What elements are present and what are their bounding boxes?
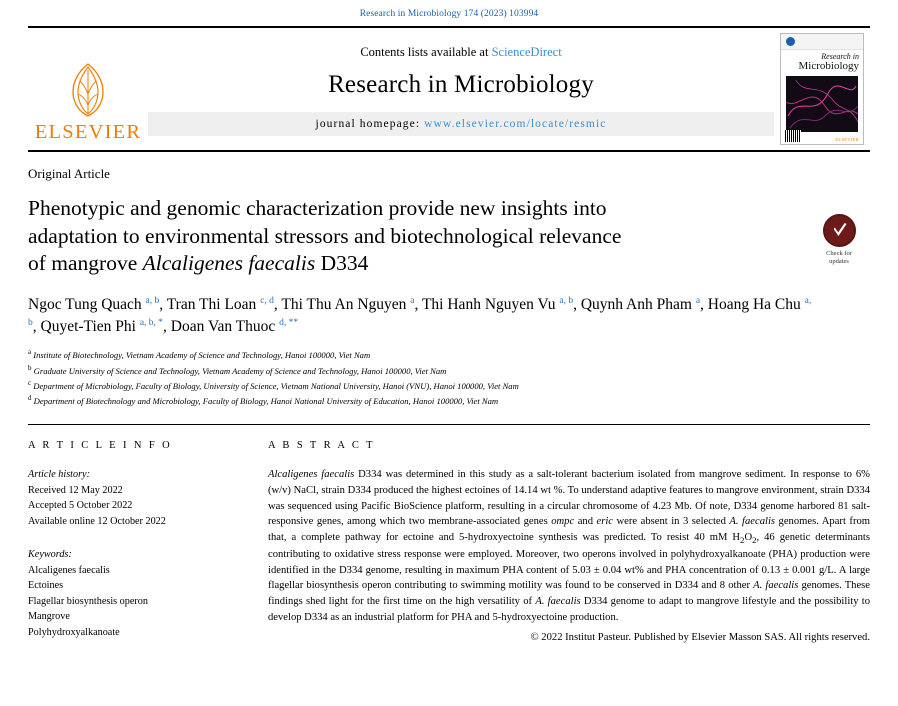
article-history: [28, 467, 246, 529]
author-sep: ,: [700, 295, 708, 313]
journal-info: [148, 28, 774, 150]
cover-artwork: [786, 76, 858, 132]
contents-line: [360, 45, 561, 60]
crossmark-caption-line1: Check for: [826, 250, 852, 257]
author[interactable]: [171, 318, 298, 335]
author-name: Thi Thu An Nguyen: [281, 295, 407, 313]
affiliation-text: Graduate University of Science and Technology, Vietnam Academy of Science and Technology, Hanoi 100000, Viet Nam: [33, 365, 447, 376]
publisher-logo: [28, 28, 148, 150]
article-history-item: Accepted 5 October 2022: [28, 500, 133, 512]
keyword-item: Ectoines: [28, 580, 64, 592]
author-name: Quynh Anh Pham: [580, 295, 692, 313]
title-line-2: adaptation to environmental stressors and biotechnological relevance: [28, 223, 622, 248]
homepage-url[interactable]: www.elsevier.com/locate/resmic: [424, 117, 607, 130]
cover-logo-dot-icon: [786, 37, 795, 46]
author-list: [28, 294, 818, 339]
affiliation-mark: a: [28, 348, 32, 357]
author-affil-marks: d, **: [279, 317, 299, 328]
cover-barcode-icon: [785, 130, 801, 142]
article-title: [28, 195, 768, 278]
sciencedirect-link[interactable]: ScienceDirect: [491, 44, 562, 59]
author-affil-marks: a, b: [28, 295, 812, 328]
cover-artwork-graphic: [786, 76, 858, 132]
article-type: Original Article: [28, 166, 110, 181]
abstract-subscript-1: 2: [740, 534, 745, 545]
cover-publisher-name: ELSEVIER: [835, 137, 859, 142]
cover-title-line1: Research in: [821, 52, 859, 61]
author-name: Ngoc Tung Quach: [28, 295, 142, 313]
author-sep: ,: [573, 295, 581, 313]
title-line-3-post: D334: [315, 251, 369, 276]
keywords: [28, 547, 246, 640]
author-affil-marks: a: [410, 295, 415, 306]
abstract-gene-ompc: ompc: [551, 516, 575, 528]
affiliation-mark: c: [28, 378, 32, 387]
abstract-column: [268, 440, 870, 643]
author[interactable]: [581, 296, 700, 313]
copyright-line: © 2022 Institut Pasteur. Published by Elsevier Masson SAS. All rights reserved.: [530, 632, 870, 644]
journal-cover: [774, 28, 870, 150]
author-name: Tran Thi Loan: [166, 295, 257, 313]
author-sep: ,: [32, 318, 41, 336]
contents-prefix: Contents lists available at: [360, 44, 489, 59]
abstract-subscript-2: 2: [752, 534, 757, 545]
article-history-item: Received 12 May 2022: [28, 484, 123, 496]
abstract-part-1: D334 was determined in this study as a salt-tolerant bacterium isolated from mangrove sediment. In response to 6% (w/v) NaCl, strain D334 produced the highest ectoines of 14.14 wt %. To understand adaptive features to mangrove environment, strain D334 was sequenced using Pacific BioScience platform, resulting in a circular chromosome of 4.23 Mb. Of note, D334 genome harbored 81 salt-responsive genes, among which two membrane-associated genes: [268, 469, 870, 528]
author-affil-marks: a, b, *: [139, 317, 164, 328]
author-affil-marks: a: [695, 295, 701, 306]
author[interactable]: [422, 296, 573, 313]
affiliation-list: [28, 347, 870, 408]
abstract-text: [268, 467, 870, 625]
abstract-part-7: genomes. These findings shed light for the first time on the high versatility of: [268, 580, 870, 608]
crossmark-badge[interactable]: [810, 214, 868, 266]
author-affil-marks: c, d: [260, 295, 274, 306]
section-divider: [28, 424, 870, 425]
abstract-species-1: A. faecalis: [729, 516, 776, 528]
abstract-part-6: , 46 genetic determinants contributing to oxidative stress response were employed. Moreover, two operons involved in polyhydroxyalkanoate (PHA) production were identified in the D334 genome, resulting in maximum PHA content of 5.03 ± 0.04 wt% and PHA concentration of 0.13 ± 0.001 g/L. A large flagellar biosynthesis operon contributing to swimming motility was found to be conserved in D334 and 8 other: [268, 531, 870, 592]
author-sep: ,: [273, 295, 282, 313]
affiliation-item: [28, 378, 870, 393]
abstract-species-lead: Alcaligenes faecalis: [268, 469, 355, 481]
affiliation-mark: b: [28, 363, 32, 372]
cover-title: [781, 50, 863, 73]
crossmark-caption-line2: updates: [829, 258, 849, 266]
abstract-part-5: O: [744, 531, 753, 543]
affiliation-text: Department of Biotechnology and Microbiology, Faculty of Biology, Hanoi National University of Education, Hanoi 100000, Viet Nam: [33, 395, 499, 406]
author[interactable]: [41, 318, 164, 335]
article-history-label: Article history:: [28, 469, 90, 481]
journal-title: Research in Microbiology: [328, 70, 594, 98]
journal-cover-thumb: [780, 33, 864, 145]
cover-title-line2: Microbiology: [798, 60, 859, 73]
author-sep: ,: [159, 295, 167, 313]
article-info-column: [28, 440, 268, 643]
author-affil-marks: a, b: [145, 295, 160, 306]
keyword-item: Mangrove: [28, 611, 70, 623]
author-name: Hoang Ha Chu: [707, 295, 801, 313]
title-line-1: Phenotypic and genomic characterization provide new insights into: [28, 196, 607, 220]
author[interactable]: [167, 296, 274, 313]
author[interactable]: [28, 296, 159, 313]
cover-footer: [785, 130, 859, 142]
journal-homepage-band: [148, 112, 774, 136]
homepage-label: journal homepage:: [315, 117, 421, 130]
affiliation-mark: d: [28, 394, 32, 402]
abstract-part-3: were absent in 3 selected: [613, 516, 730, 528]
abstract-species-2: A. faecalis: [753, 580, 799, 592]
abstract-part-4: genomes. Apart from that, a complete pathway for ectoine and 5-hydroxyectoine synthesis was predicted. To resist 40 mM H: [268, 516, 871, 543]
author-affil-marks: a, b: [559, 295, 574, 306]
abstract-species-3: A. faecalis: [535, 596, 581, 608]
abstract-gene-eric: eric: [596, 516, 613, 528]
article-info-heading: A R T I C L E I N F O: [28, 440, 173, 452]
author-sep: ,: [163, 318, 171, 336]
affiliation-text: Department of Microbiology, Faculty of Biology, University of Science, Vietnam National University, Hanoi (VNU), Hanoi 100000, Viet Nam: [33, 380, 519, 391]
affiliation-item: [28, 393, 870, 408]
author[interactable]: [281, 296, 414, 313]
author-name: Doan Van Thuoc: [170, 318, 276, 336]
keyword-item: Alcaligenes faecalis: [28, 564, 110, 576]
article-body: [28, 440, 870, 643]
author-name: Thi Hanh Nguyen Vu: [421, 295, 556, 313]
crossmark-icon: [823, 214, 856, 247]
abstract-heading: A B S T R A C T: [268, 440, 375, 452]
title-line-3-pre: of mangrove: [28, 251, 143, 276]
publisher-name: ELSEVIER: [34, 121, 142, 143]
title-species-italic: Alcaligenes faecalis: [142, 251, 316, 276]
affiliation-item: [28, 363, 870, 378]
author-sep: ,: [414, 295, 422, 313]
abstract-part-2: and: [574, 516, 597, 528]
keyword-item: Flagellar biosynthesis operon: [28, 595, 148, 607]
abstract-part-8: D334 genome to adapt to mangrove lifestyle and the possibility to develop D334 as an industrial platform for PHA and 5-hydroxyectoine production.: [268, 596, 870, 623]
article-history-item: Available online 12 October 2022: [28, 515, 166, 527]
author-name: Quyet-Tien Phi: [40, 318, 136, 336]
cover-header-band: [781, 34, 863, 50]
elsevier-tree-icon: [61, 61, 115, 119]
affiliation-text: Institute of Biotechnology, Vietnam Academy of Science and Technology, Hanoi 100000, Viet Nam: [33, 350, 371, 361]
journal-masthead: [28, 26, 870, 152]
running-head: Research in Microbiology 174 (2023) 103994: [359, 9, 539, 19]
keyword-item: Polyhydroxyalkanoate: [28, 626, 120, 638]
crossmark-caption: [810, 250, 868, 266]
affiliation-item: [28, 347, 870, 362]
keywords-label: Keywords:: [28, 549, 72, 561]
